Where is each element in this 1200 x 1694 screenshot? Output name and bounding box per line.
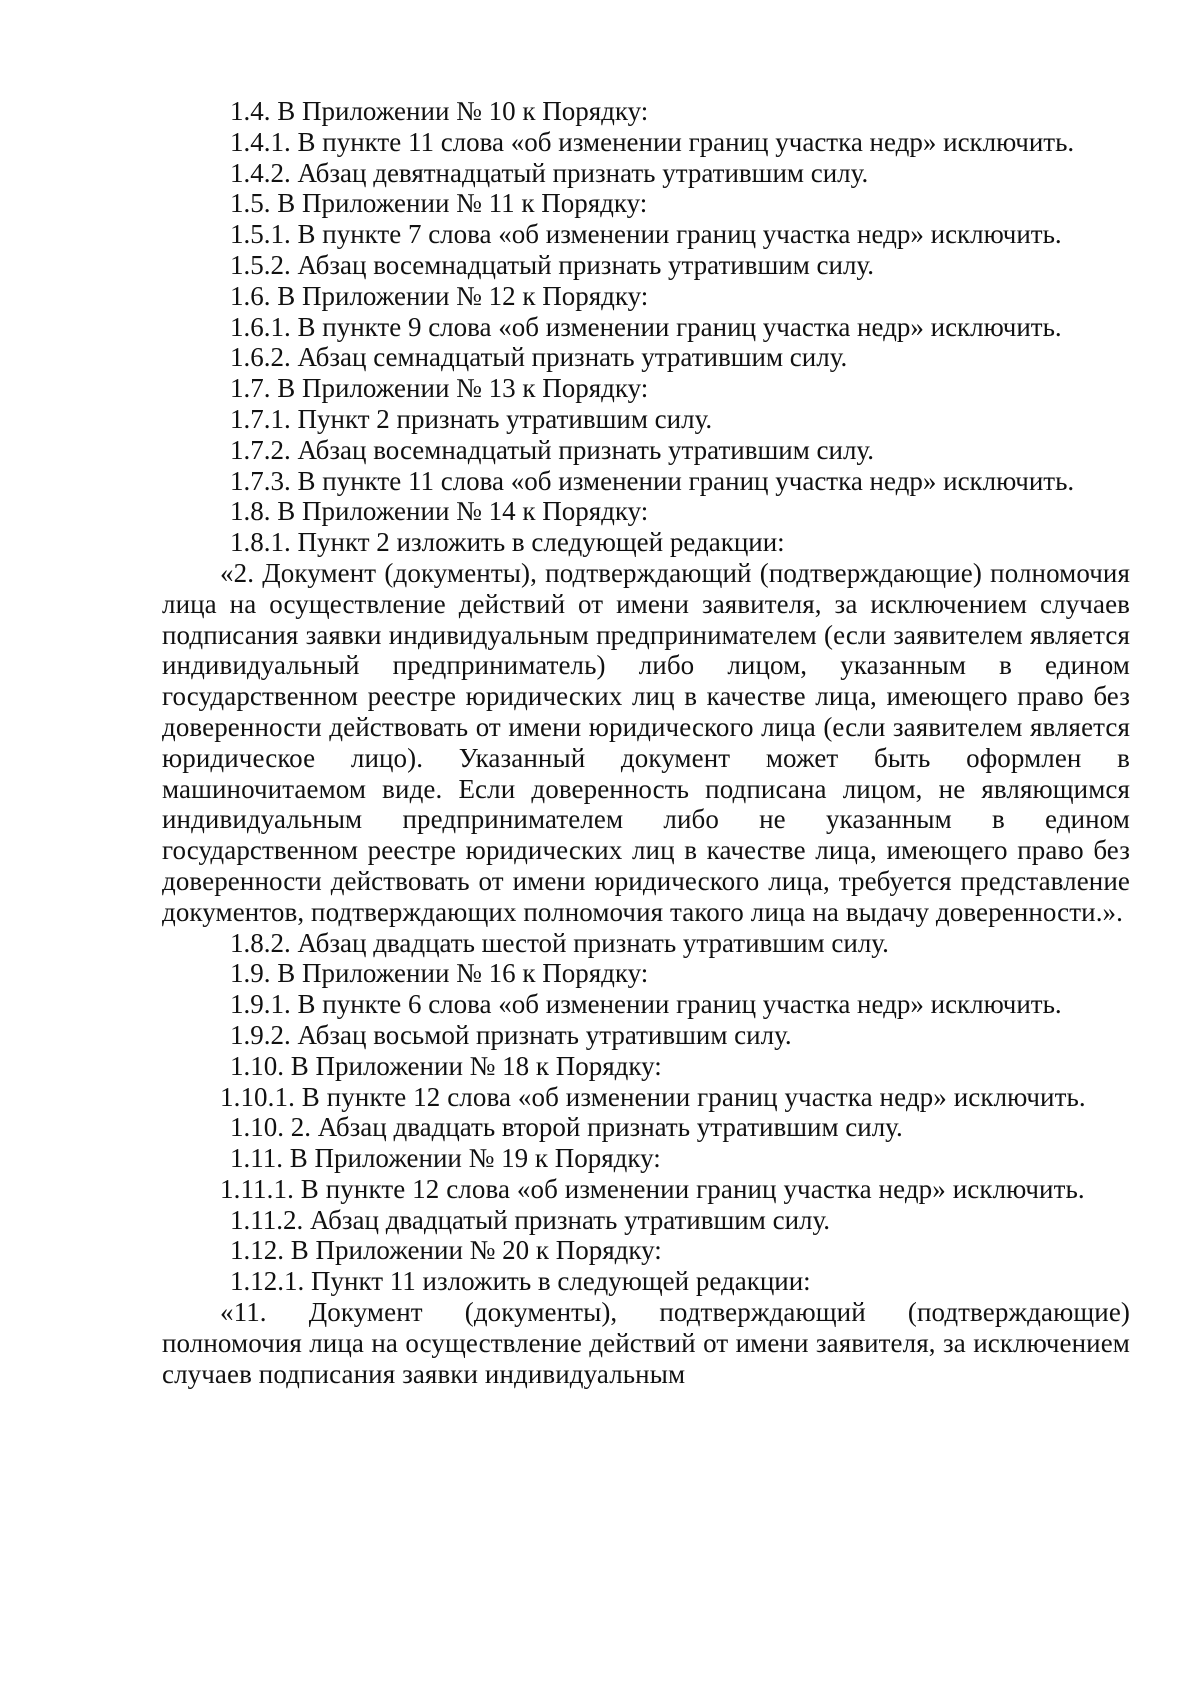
- document-line: 1.11.2. Абзац двадцатый признать утратившим силу.: [230, 1204, 831, 1235]
- document-line: 1.8.1. Пункт 2 изложить в следующей редакции:: [230, 527, 785, 558]
- paragraph-1-11-1: 1.11.1. В пункте 12 слова «об изменении границ участка недр» исключить.: [220, 1173, 1085, 1204]
- document-line: 1.12.1. Пункт 11 изложить в следующей редакции:: [230, 1266, 811, 1297]
- document-line: 1.4.1. В пункте 11 слова «об изменении границ участка недр» исключить.: [230, 126, 1075, 157]
- document-line: 1.9.1. В пункте 6 слова «об изменении границ участка недр» исключить.: [230, 989, 1062, 1020]
- document-line: 1.5.2. Абзац восемнадцатый признать утратившим силу.: [230, 249, 874, 280]
- quoted-paragraph-item-11: «11. Документ (документы), подтверждающий (подтверждающие) полномочия лица на осуществление действий от имени заявителя, за исключением случаев подписания заявки индивидуальным: [162, 1297, 1130, 1389]
- document-line: 1.6. В Приложении № 12 к Порядку:: [230, 280, 649, 311]
- document-line: 1.4.2. Абзац девятнадцатый признать утратившим силу.: [230, 157, 869, 188]
- document-line: 1.9. В Приложении № 16 к Порядку:: [230, 958, 649, 989]
- list-bottom: [162, 1205, 1130, 1297]
- document-line: 1.10. 2. Абзац двадцать второй признать утратившим силу.: [230, 1112, 903, 1143]
- document-line: 1.12. В Приложении № 20 к Порядку:: [230, 1235, 662, 1266]
- document-line: 1.6.2. Абзац семнадцатый признать утратившим силу.: [230, 342, 848, 373]
- document-line: 1.11. В Приложении № 19 к Порядку:: [230, 1143, 661, 1174]
- document-line: 1.7. В Приложении № 13 к Порядку:: [230, 373, 649, 404]
- document-line: 1.5.1. В пункте 7 слова «об изменении границ участка недр» исключить.: [230, 219, 1062, 250]
- document-line: 1.8.2. Абзац двадцать шестой признать утратившим силу.: [230, 927, 889, 958]
- document-line: 1.10. В Приложении № 18 к Порядку:: [230, 1050, 662, 1081]
- document-line: 1.6.1. В пункте 9 слова «об изменении границ участка недр» исключить.: [230, 311, 1062, 342]
- list-top: [162, 96, 1130, 558]
- list-1-10-2: [162, 1112, 1130, 1174]
- document-line: 1.4. В Приложении № 10 к Порядку:: [230, 96, 649, 126]
- document-line: 1.8. В Приложении № 14 к Порядку:: [230, 496, 649, 527]
- document-line: 1.7.1. Пункт 2 признать утратившим силу.: [230, 403, 713, 434]
- document-line: 1.7.2. Абзац восемнадцатый признать утратившим силу.: [230, 434, 874, 465]
- paragraph-1-10-1: 1.10.1. В пункте 12 слова «об изменении границ участка недр» исключить.: [220, 1081, 1086, 1112]
- document-line: 1.7.3. В пункте 11 слова «об изменении границ участка недр» исключить.: [230, 465, 1075, 496]
- quoted-paragraph-item-2: «2. Документ (документы), подтверждающий (подтверждающие) полномочия лица на осуществление действий от имени заявителя, за исключением случаев подписания заявки индивидуальным предпринимателем (если заявителем является индивидуальный предприниматель) либо лицом, указанным в едином государственном реестре юридических лиц в качестве лица, имеющего право без доверенности действовать от имени юридического лица (если заявителем является юридическое лицо). Указанный документ может быть оформлен в машиночитаемом виде. Если доверенность подписана лицом, не являющимся индивидуальным предпринимателем либо не указанным в едином государственном реестре юридических лиц в качестве лица, имеющего право без доверенности действовать от имени юридического лица, требуется представление документов, подтверждающих полномочия такого лица на выдачу доверенности.».: [162, 557, 1130, 927]
- document-line: 1.9.2. Абзац восьмой признать утратившим силу.: [230, 1019, 792, 1050]
- list-middle: [162, 928, 1130, 1082]
- document-line: 1.5. В Приложении № 11 к Порядку:: [230, 188, 648, 219]
- document-body: [162, 96, 1130, 1389]
